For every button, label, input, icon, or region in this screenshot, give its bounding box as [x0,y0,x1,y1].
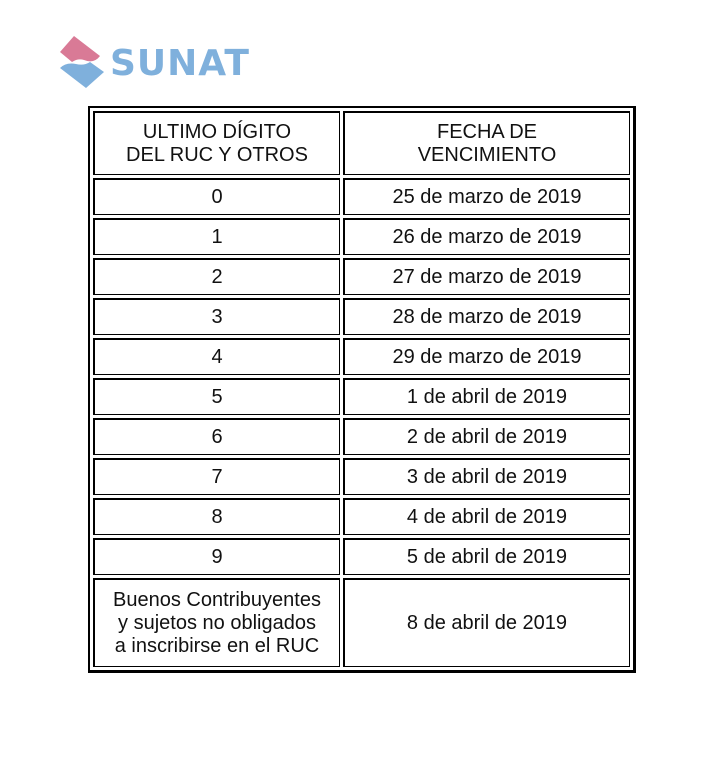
date-cell: 27 de marzo de 2019 [343,258,630,295]
digit-cell: 9 [93,538,340,575]
date-cell: 1 de abril de 2019 [343,378,630,415]
header-line: FECHA DE [436,120,538,143]
table-row [93,418,630,455]
header-due-date [343,111,630,175]
label-line: a inscribirse en el RUC [114,634,320,657]
header-line: DEL RUC Y OTROS [126,143,308,166]
date-cell: 25 de marzo de 2019 [343,178,630,215]
label-line: Buenos Contribuyentes [113,588,321,611]
table-row [93,218,630,255]
table-row [93,338,630,375]
header-line: ULTIMO DÍGITO [142,120,292,143]
logo-text: SUNAT [110,42,250,84]
header-last-digit [93,111,340,175]
digit-cell: 1 [93,218,340,255]
digit-cell: 8 [93,498,340,535]
table-row-good-taxpayers [93,578,630,667]
table-row [93,538,630,575]
date-cell: 28 de marzo de 2019 [343,298,630,335]
table-row [93,178,630,215]
good-taxpayers-cell [93,578,340,667]
label-line: y sujetos no obligados [118,611,316,634]
table-header-row [93,111,630,175]
digit-cell: 5 [93,378,340,415]
table-row [93,498,630,535]
digit-cell: 0 [93,178,340,215]
date-cell: 26 de marzo de 2019 [343,218,630,255]
digit-cell: 6 [93,418,340,455]
date-cell: 5 de abril de 2019 [343,538,630,575]
sunat-logo-icon [56,34,108,90]
digit-cell: 7 [93,458,340,495]
due-dates-table [88,106,636,673]
table-row [93,298,630,335]
date-cell: 8 de abril de 2019 [343,578,630,667]
digit-cell: 4 [93,338,340,375]
sunat-logo [56,34,250,90]
digit-cell: 3 [93,298,340,335]
digit-cell: 2 [93,258,340,295]
header-line: VENCIMIENTO [417,143,557,166]
date-cell: 29 de marzo de 2019 [343,338,630,375]
date-cell: 3 de abril de 2019 [343,458,630,495]
date-cell: 2 de abril de 2019 [343,418,630,455]
table-row [93,458,630,495]
table-row [93,378,630,415]
date-cell: 4 de abril de 2019 [343,498,630,535]
table-row [93,258,630,295]
